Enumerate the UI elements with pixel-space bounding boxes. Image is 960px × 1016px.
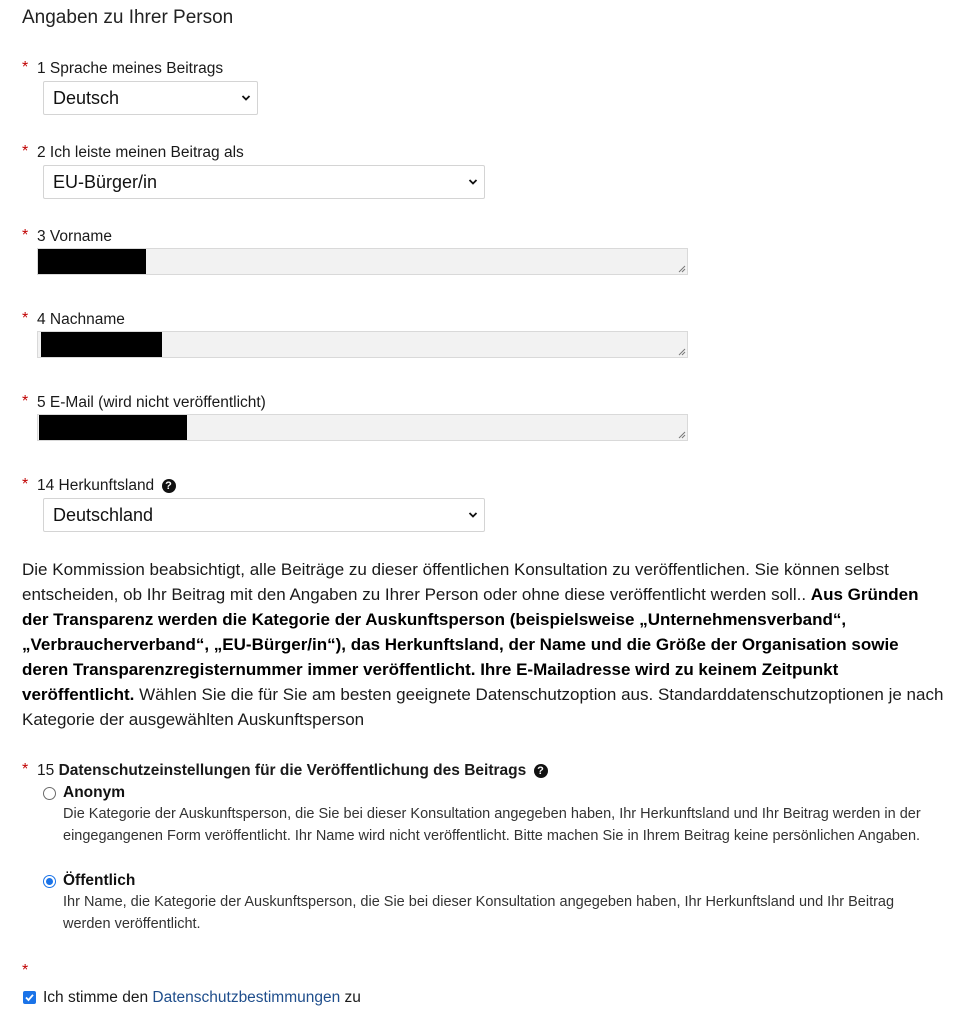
email-input[interactable]	[37, 414, 688, 441]
resize-grip-icon[interactable]	[677, 264, 686, 273]
required-marker: *	[22, 476, 29, 493]
q3-label: 3 Vorname	[37, 228, 112, 245]
respondent-type-value: EU-Bürger/in	[53, 172, 158, 192]
privacy-public-radio[interactable]	[43, 875, 56, 888]
q14-label-text: 14 Herkunftsland	[37, 477, 155, 494]
resize-grip-icon[interactable]	[677, 430, 686, 439]
consent-prefix: Ich stimme den	[43, 989, 153, 1006]
info-text-part1: Die Kommission beabsichtigt, alle Beiträge zu dieser öffentlichen Konsultation zu veröffentlichen. Sie können selbst entscheiden, ob Ihr Beitrag mit den Angaben zu Ihrer Person oder ohne diese veröffentlicht werden soll..	[22, 560, 889, 604]
consent-label	[43, 989, 361, 1007]
first-name-input[interactable]	[37, 248, 688, 275]
language-select-value: Deutsch	[53, 88, 120, 108]
respondent-type-select[interactable]	[43, 165, 485, 199]
privacy-policy-link[interactable]: Datenschutzbestimmungen	[152, 989, 341, 1006]
q1-label: 1 Sprache meines Beitrags	[37, 60, 224, 77]
chevron-down-icon	[241, 93, 251, 103]
required-marker: *	[22, 310, 29, 327]
consent-suffix: zu	[340, 989, 361, 1006]
country-select-value: Deutschland	[53, 505, 154, 525]
required-marker: *	[22, 962, 29, 979]
info-text-part2: Wählen Sie die für Sie am besten geeignete Datenschutzoption aus. Standarddatenschutzoptionen je nach Kategorie der ausgewählten Auskunftsperson	[22, 685, 944, 729]
chevron-down-icon	[468, 177, 478, 187]
required-marker: *	[22, 143, 29, 160]
check-icon	[24, 992, 35, 1003]
required-marker: *	[22, 227, 29, 244]
publication-info-text	[22, 557, 947, 732]
privacy-anonymous-radio[interactable]	[43, 787, 56, 800]
required-marker: *	[22, 393, 29, 410]
q2-label: 2 Ich leiste meinen Beitrag als	[37, 144, 244, 161]
privacy-anonymous-label[interactable]: Anonym	[63, 784, 125, 801]
help-circle-icon[interactable]: ?	[534, 764, 548, 778]
q15-number: 15	[37, 762, 55, 779]
required-marker: *	[22, 761, 29, 778]
q15-label-text: Datenschutzeinstellungen für die Veröffentlichung des Beitrags	[58, 762, 527, 779]
privacy-anonymous-description: Die Kategorie der Auskunftsperson, die Sie bei dieser Konsultation angegeben haben, Ihr Herkunftsland und Ihr Beitrag werden in der eingegangenen Form veröffentlicht. Ihr Name wird nicht veröffentlicht. Bitte machen Sie in Ihrem Beitrag keine persönlichen Angaben.	[63, 806, 921, 844]
last-name-input[interactable]	[37, 331, 688, 358]
resize-grip-icon[interactable]	[677, 347, 686, 356]
q4-label: 4 Nachname	[37, 311, 125, 328]
q14-label	[37, 477, 176, 495]
privacy-public-description: Ihr Name, die Kategorie der Auskunftsperson, die Sie bei dieser Konsultation angegeben haben, Ihr Herkunftsland und Ihr Beitrag werden veröffentlicht.	[63, 894, 895, 932]
consent-checkbox[interactable]	[23, 991, 36, 1004]
info-text-bold: Aus Gründen der Transparenz werden die Kategorie der Auskunftsperson (beispielsweise „Unternehmensverband“, „Verbraucherverband“, „EU-Bürger/in“), das Herkunftsland, der Name und die Größe der Organisation sowie deren Transparenzregisternummer immer veröffentlicht. Ihre E-Mailadresse wird zu keinem Zeitpunkt veröffentlicht.	[22, 585, 919, 704]
help-circle-icon[interactable]: ?	[162, 479, 176, 493]
section-title: Angaben zu Ihrer Person	[22, 7, 234, 28]
country-select[interactable]	[43, 498, 485, 532]
redaction-bar	[39, 415, 187, 440]
required-marker: *	[22, 59, 29, 76]
q5-label: 5 E-Mail (wird nicht veröffentlicht)	[37, 394, 266, 411]
redaction-bar	[41, 332, 162, 357]
language-select[interactable]	[43, 81, 258, 115]
chevron-down-icon	[468, 510, 478, 520]
privacy-public-label[interactable]: Öffentlich	[63, 872, 136, 889]
redaction-bar	[38, 249, 146, 274]
q15-label	[37, 762, 548, 780]
